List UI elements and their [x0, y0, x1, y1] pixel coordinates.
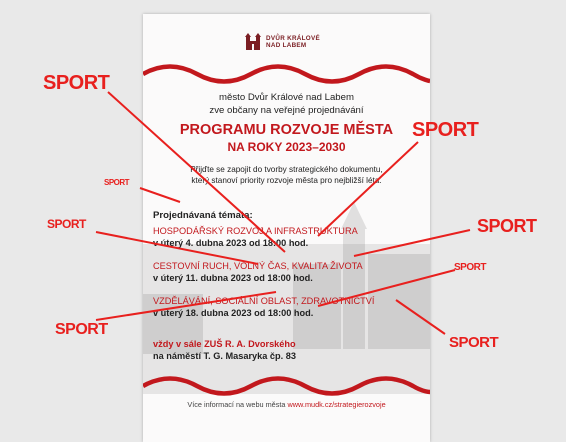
annotation-line	[96, 232, 258, 264]
sport-label: SPORT	[454, 262, 486, 273]
annotation-line	[354, 230, 470, 256]
intro-line-2: zve občany na veřejné projednávání	[209, 105, 364, 116]
sport-label: SPORT	[477, 216, 537, 236]
subtitle-line-2: který stanoví priority rozvoje města pro nejbližší léta.	[191, 176, 382, 185]
topic-date: v úterý 4. dubna 2023 od 18:00 hod.	[153, 238, 309, 248]
subtitle-line-1: Přijďte se zapojit do tvorby strategického dokumentu,	[190, 165, 383, 174]
title-line-2: NA ROKY 2023–2030	[227, 140, 346, 154]
sport-label: SPORT	[47, 217, 86, 231]
topic-title: CESTOVNÍ RUCH, VOLNÝ ČAS, KVALITA ŽIVOTA	[153, 261, 363, 271]
sport-label: SPORT	[55, 321, 108, 338]
sport-label: SPORT	[412, 119, 479, 141]
title-line-1: PROGRAMU ROZVOJE MĚSTA	[179, 122, 394, 138]
topic-title: HOSPODÁŘSKÝ ROZVOJ A INFRASTRUKTURA	[153, 226, 358, 236]
sport-label: SPORT	[104, 178, 130, 187]
venue-line-1: vždy v sále ZUŠ R. A. Dvorského	[153, 339, 296, 349]
footer-text: Více informací na webu města	[187, 400, 286, 409]
logo-line-1: DVŮR KRÁLOVÉ	[266, 34, 320, 42]
annotation-line	[396, 300, 445, 334]
footer-link[interactable]: www.mudk.cz/strategierozvoje	[287, 400, 386, 409]
topics-heading: Projednávaná témata:	[153, 210, 253, 221]
topic-date: v úterý 11. dubna 2023 od 18:00 hod.	[153, 273, 313, 283]
topic-title: VZDĚLÁVÁNÍ, SOCIÁLNÍ OBLAST, ZDRAVOTNICTVÍ	[153, 296, 375, 306]
sport-label: SPORT	[449, 334, 499, 351]
logo-line-2: NAD LABEM	[266, 42, 307, 49]
intro-line-1: město Dvůr Králové nad Labem	[219, 92, 354, 103]
annotation-line	[318, 142, 418, 236]
venue-line-2: na náměstí T. G. Masaryka čp. 83	[153, 351, 296, 361]
topic-date: v úterý 18. dubna 2023 od 18:00 hod.	[153, 308, 314, 318]
annotation-line	[108, 92, 285, 252]
annotation-line	[318, 270, 455, 306]
annotation-line	[140, 188, 180, 202]
annotation-line	[96, 292, 276, 320]
sport-label: SPORT	[43, 72, 110, 94]
